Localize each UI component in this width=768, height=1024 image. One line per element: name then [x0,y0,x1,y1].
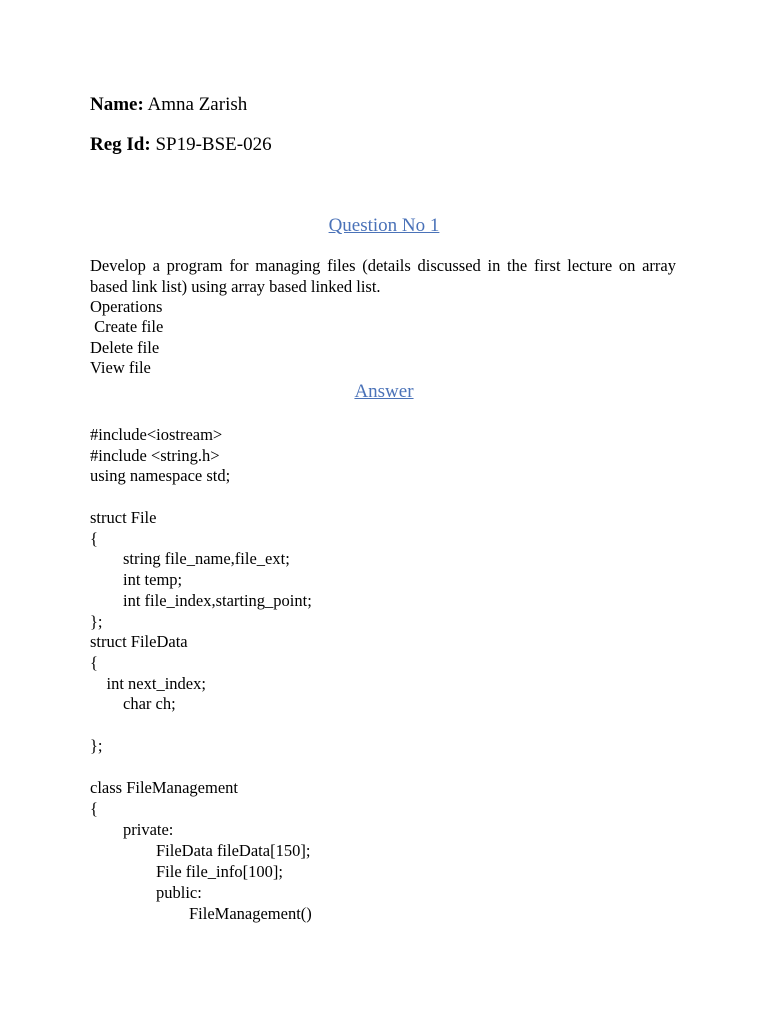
name-label: Name: [90,94,144,115]
code-line: }; [90,612,103,631]
reg-id-label: Reg Id: [90,134,151,155]
code-line: string file_name,file_ext; [90,549,290,568]
question-description: Develop a program for managing files (details discussed in the first lecture on array based link list) using array based linked list. [90,256,676,296]
code-line: int temp; [90,570,183,589]
code-line: FileData fileData[150]; [90,841,311,860]
registration-id [90,134,272,156]
code-line: FileManagement() [90,904,312,923]
reg-id-value: SP19-BSE-026 [150,134,272,155]
operation-item: View file [90,358,151,377]
code-line: class FileManagement [90,778,239,797]
code-line: int file_index,starting_point; [90,591,312,610]
operation-item: Delete file [90,338,160,357]
question-heading: Question No 1 [328,215,440,236]
code-line: public: [90,883,202,902]
code-line: private: [90,820,174,839]
operations-title: Operations [90,297,163,316]
name-value: Amna Zarish [143,94,248,115]
code-line: { [90,529,98,548]
code-line: { [90,799,98,818]
code-line: #include <string.h> [90,446,220,465]
code-line: struct File [90,508,157,527]
code-line: #include<iostream> [90,425,223,444]
code-line: int next_index; [90,674,206,693]
code-line: { [90,653,98,672]
answer-heading: Answer [354,381,414,402]
code-line: struct FileData [90,632,188,651]
operation-item: Create file [90,317,164,336]
code-line: }; [90,736,103,755]
student-name [90,94,247,116]
code-line: File file_info[100]; [90,862,283,881]
code-line: char ch; [90,694,176,713]
code-line: using namespace std; [90,466,231,485]
